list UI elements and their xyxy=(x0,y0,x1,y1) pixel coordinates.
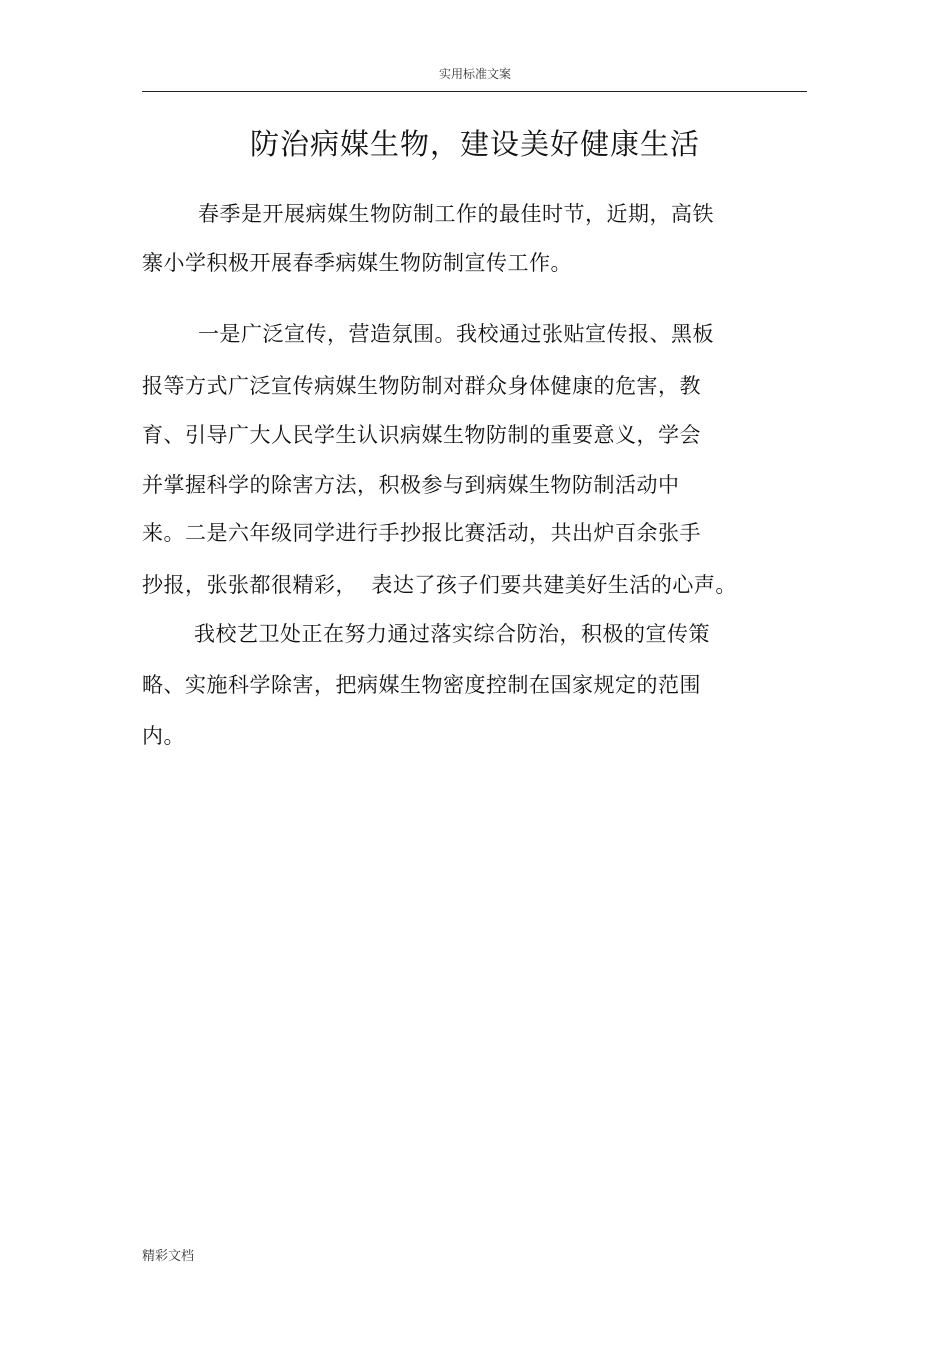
header-text: 实用标准文案 xyxy=(438,67,511,81)
paragraph-3-line-3: 内。 xyxy=(142,724,185,748)
paragraph-2-line-4: 并掌握科学的除害方法，积极参与到病媒生物防制活动中 xyxy=(142,473,680,497)
document-title: 防治病媒生物，建设美好健康生活 xyxy=(249,127,700,161)
paragraph-1-line-2: 寨小学积极开展春季病媒生物防制宣传工作。 xyxy=(142,251,572,275)
paragraph-1-line-1: 春季是开展病媒生物防制工作的最佳时节，近期，高铁 xyxy=(198,202,714,226)
paragraph-2-line-2: 报等方式广泛宣传病媒生物防制对群众身体健康的危害，教 xyxy=(142,374,701,398)
page-footer: 精彩文档 xyxy=(142,1249,195,1264)
paragraph-2-line-5: 来。二是六年级同学进行手抄报比赛活动，共出炉百余张手 xyxy=(142,521,701,545)
paragraph-2-line-3: 育、引导广大人民学生认识病媒生物防制的重要意义，学会 xyxy=(142,423,701,447)
paragraph-2-line-1: 一是广泛宣传，营造氛围。我校通过张贴宣传报、黑板 xyxy=(198,322,714,346)
paragraph-3-line-2: 略、实施科学除害，把病媒生物密度控制在国家规定的范围 xyxy=(142,673,701,697)
header-divider xyxy=(142,91,807,92)
paragraph-3-line-1: 我校艺卫处正在努力通过落实综合防治，积极的宣传策 xyxy=(194,622,710,646)
paragraph-2-line-6: 抄报，张张都很精彩， 表达了孩子们要共建美好生活的心声。 xyxy=(142,573,737,597)
